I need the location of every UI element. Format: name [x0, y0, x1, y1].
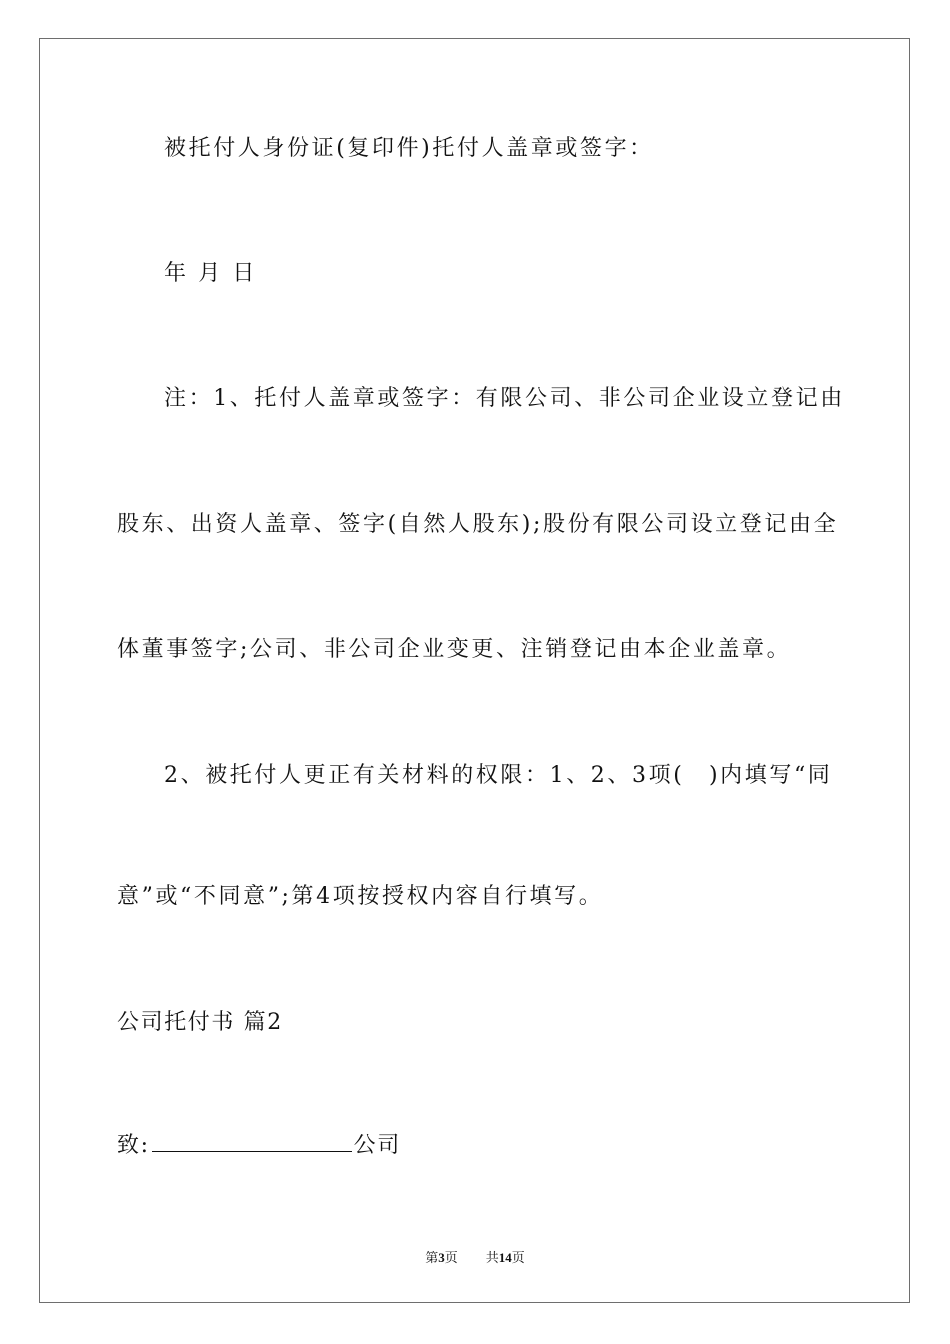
addressee-line [117, 1131, 401, 1161]
paragraph-line-7: 意”或“不同意”;第4项按授权内容自行填写。 [117, 884, 604, 909]
footer-page-mid: 页 [444, 1251, 458, 1266]
paragraph-line-1: 被托付人身份证(复印件)托付人盖章或签字： [164, 136, 654, 161]
paragraph-line-4: 股东、出资人盖章、签字(自然人股东);股份有限公司设立登记由全 [117, 512, 839, 537]
footer-total-prefix: 共 [485, 1251, 499, 1266]
page-footer [0, 1247, 950, 1266]
paragraph-line-3: 注：1、托付人盖章或签字：有限公司、非公司企业设立登记由 [164, 386, 845, 411]
addressee-blank [152, 1133, 352, 1152]
paragraph-line-5: 体董事签字;公司、非公司企业变更、注销登记由本企业盖章。 [117, 637, 792, 662]
footer-page-prefix: 第 [425, 1251, 439, 1266]
paragraph-line-6: 2、被托付人更正有关材料的权限：1、2、3项( )内填写“同 [164, 763, 833, 788]
section-heading: 公司托付书 篇2 [117, 1010, 283, 1035]
page-border [39, 38, 910, 1303]
footer-total-suffix: 页 [511, 1251, 525, 1266]
addressee-prefix: 致: [117, 1133, 150, 1158]
date-line: 年 月 日 [164, 261, 257, 286]
footer-total-number: 14 [498, 1250, 512, 1265]
footer-page-number: 3 [438, 1250, 445, 1265]
addressee-suffix: 公司 [353, 1133, 401, 1158]
